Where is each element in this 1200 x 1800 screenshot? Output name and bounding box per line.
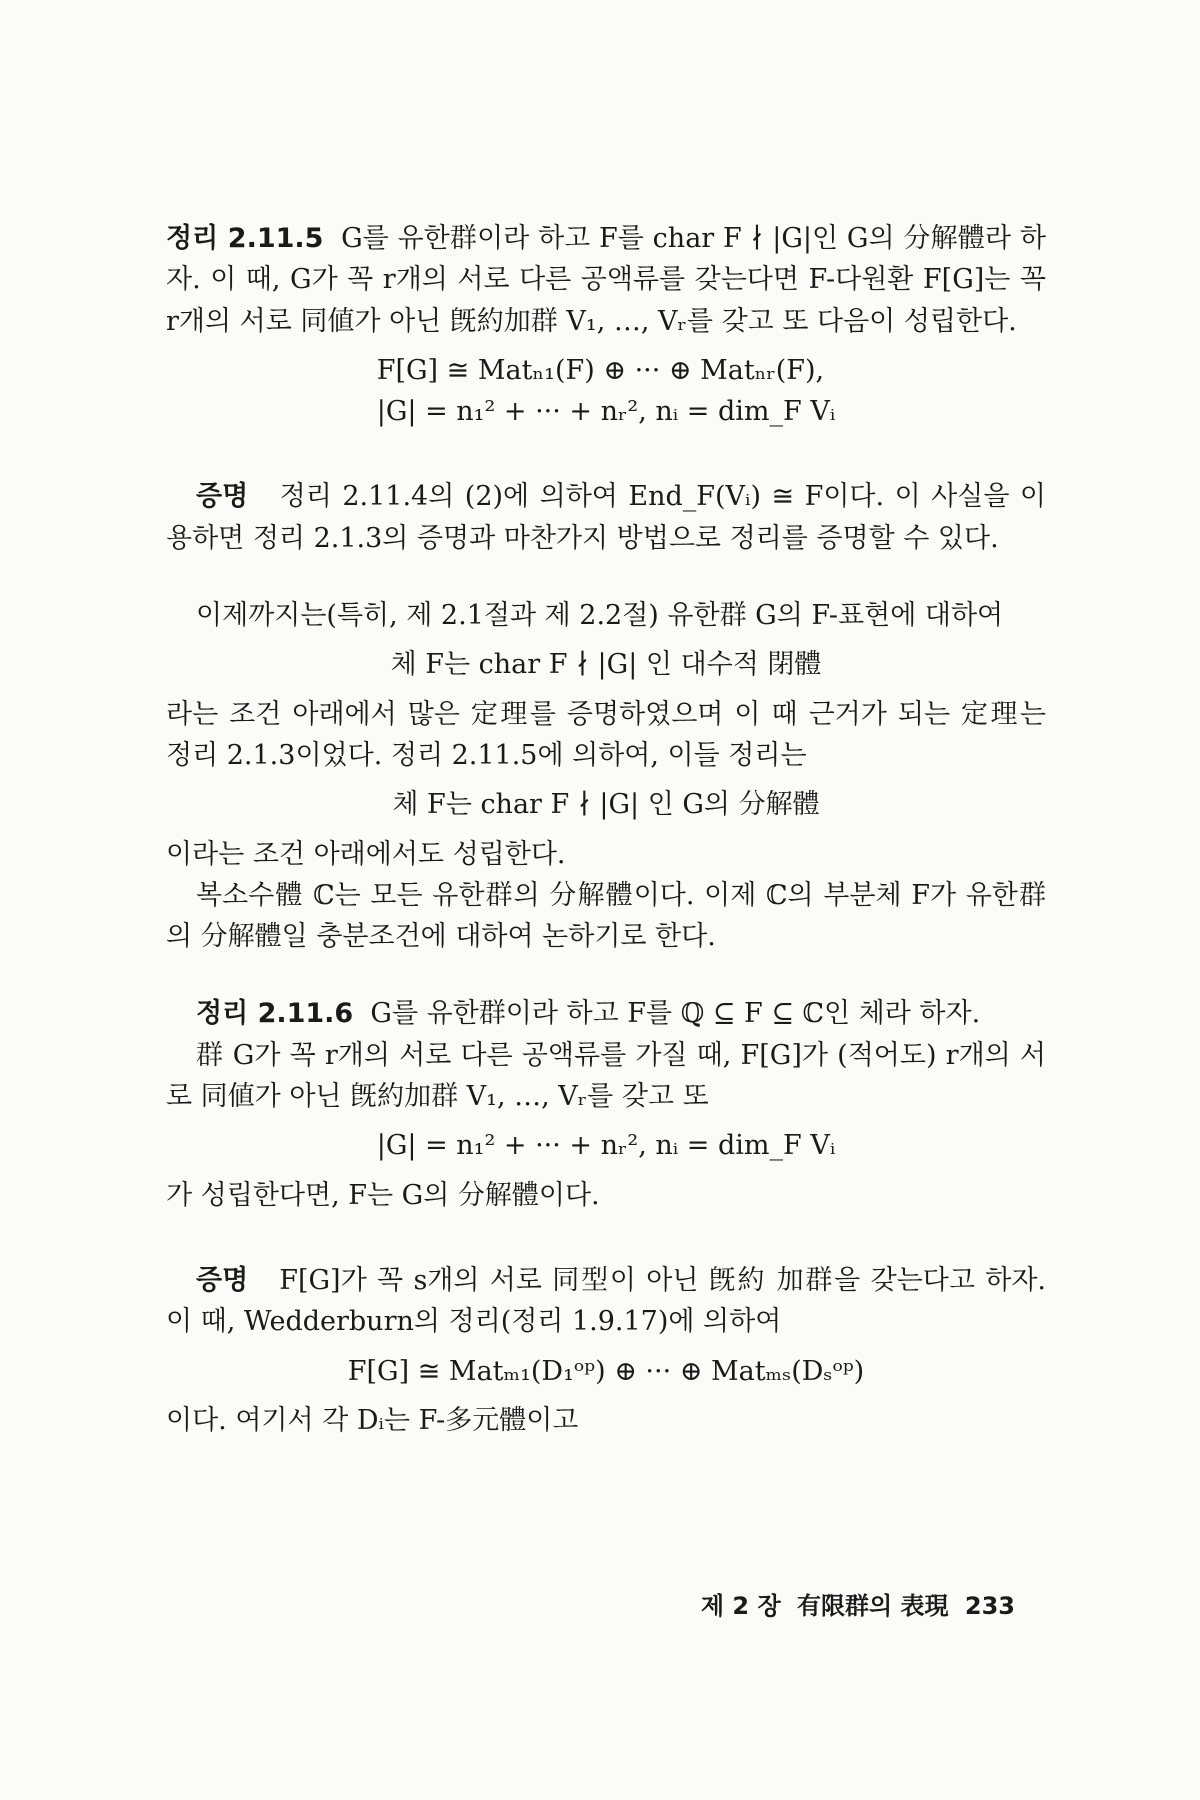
proof-2-11-5 xyxy=(166,476,1046,559)
footer-title: 有限群의 表現 xyxy=(796,1592,949,1620)
discussion-paragraph-4: 복소수體 ℂ는 모든 유한群의 分解體이다. 이제 ℂ의 부분체 F가 유한群의 分解體일 충분조건에 대하여 논하기로 한다. xyxy=(166,879,1046,953)
theorem-2-11-6 xyxy=(166,993,1046,1034)
theorem-2-11-5-equations xyxy=(166,350,1046,433)
running-footer xyxy=(0,1586,1015,1621)
proof-text: F[G]가 꼭 s개의 서로 同型이 아닌 旣約 加群을 갖는다고 하자. 이 때, Wedderburn의 정리(정리 1.9.17)에 의하여 xyxy=(166,1264,1046,1338)
page-number: 233 xyxy=(964,1592,1015,1620)
condition-closed-field: 체 F는 char F ∤ |G| 인 대수적 閉體 xyxy=(390,649,822,681)
theorem-2-11-6-continued: 群 G가 꼭 r개의 서로 다른 공액류를 가질 때, F[G]가 (적어도) r개의 서로 同値가 아닌 旣約加群 V₁, …, Vᵣ를 갖고 또 xyxy=(166,1039,1046,1113)
equation-decomposition: F[G] ≅ Matₙ₁(F) ⊕ ··· ⊕ Matₙᵣ(F), xyxy=(376,354,825,386)
wedderburn-decomposition: F[G] ≅ Matₘ₁(D₁ᵒᵖ) ⊕ ··· ⊕ Matₘₛ(Dₛᵒᵖ) xyxy=(347,1355,865,1387)
equation-order-sum: |G| = n₁² + ··· + nᵣ², nᵢ = dim_F Vᵢ xyxy=(376,396,836,428)
theorem-2-11-6-conclusion: 가 성립한다면, F는 G의 分解體이다. xyxy=(166,1179,600,1211)
theorem-text: G를 유한群이라 하고 F를 char F ∤ |G|인 G의 分解體라 하자. 이 때, G가 꼭 r개의 서로 다른 공액류를 갖는다면 F-다원환 F[G]는 꼭 r개의 서로 同値가 아닌 旣約加群 V₁, …, Vᵣ를 갖고 또 다음이 성립한다. xyxy=(166,223,1046,337)
proof-label: 증명 xyxy=(196,481,249,513)
theorem-2-11-6-equation: |G| = n₁² + ··· + nᵣ², nᵢ = dim_F Vᵢ xyxy=(376,1130,836,1162)
footer-chapter: 제 2 장 xyxy=(700,1592,781,1620)
discussion-paragraph-2: 라는 조건 아래에서 많은 定理를 증명하였으며 이 때 근거가 되는 定理는 정리 2.1.3이었다. 정리 2.11.5에 의하여, 이들 정리는 xyxy=(166,698,1046,771)
theorem-2-11-5 xyxy=(166,218,1046,342)
theorem-label: 정리 2.11.6 xyxy=(196,998,354,1030)
discussion-paragraph-3: 이라는 조건 아래에서도 성립한다. xyxy=(166,838,566,870)
proof-label: 증명 xyxy=(196,1264,249,1296)
proof-2-11-6-continued: 이다. 여기서 각 Dᵢ는 F-多元體이고 xyxy=(166,1404,579,1436)
proof-text: 정리 2.11.4의 (2)에 의하여 End_F(Vᵢ) ≅ F이다. 이 사실을 이용하면 정리 2.1.3의 증명과 마찬가지 방법으로 정리를 증명할 수 있다. xyxy=(166,481,1046,554)
discussion-paragraph-1: 이제까지는(특히, 제 2.1절과 제 2.2절) 유한群 G의 F-표현에 대하여 xyxy=(196,600,1004,632)
proof-2-11-6 xyxy=(166,1260,1046,1343)
page-body xyxy=(166,218,1046,1441)
condition-splitting-field: 체 F는 char F ∤ |G| 인 G의 分解體 xyxy=(392,789,820,821)
theorem-label: 정리 2.11.5 xyxy=(166,223,324,254)
theorem-text: G를 유한群이라 하고 F를 ℚ ⊆ F ⊆ ℂ인 체라 하자. xyxy=(370,998,981,1030)
